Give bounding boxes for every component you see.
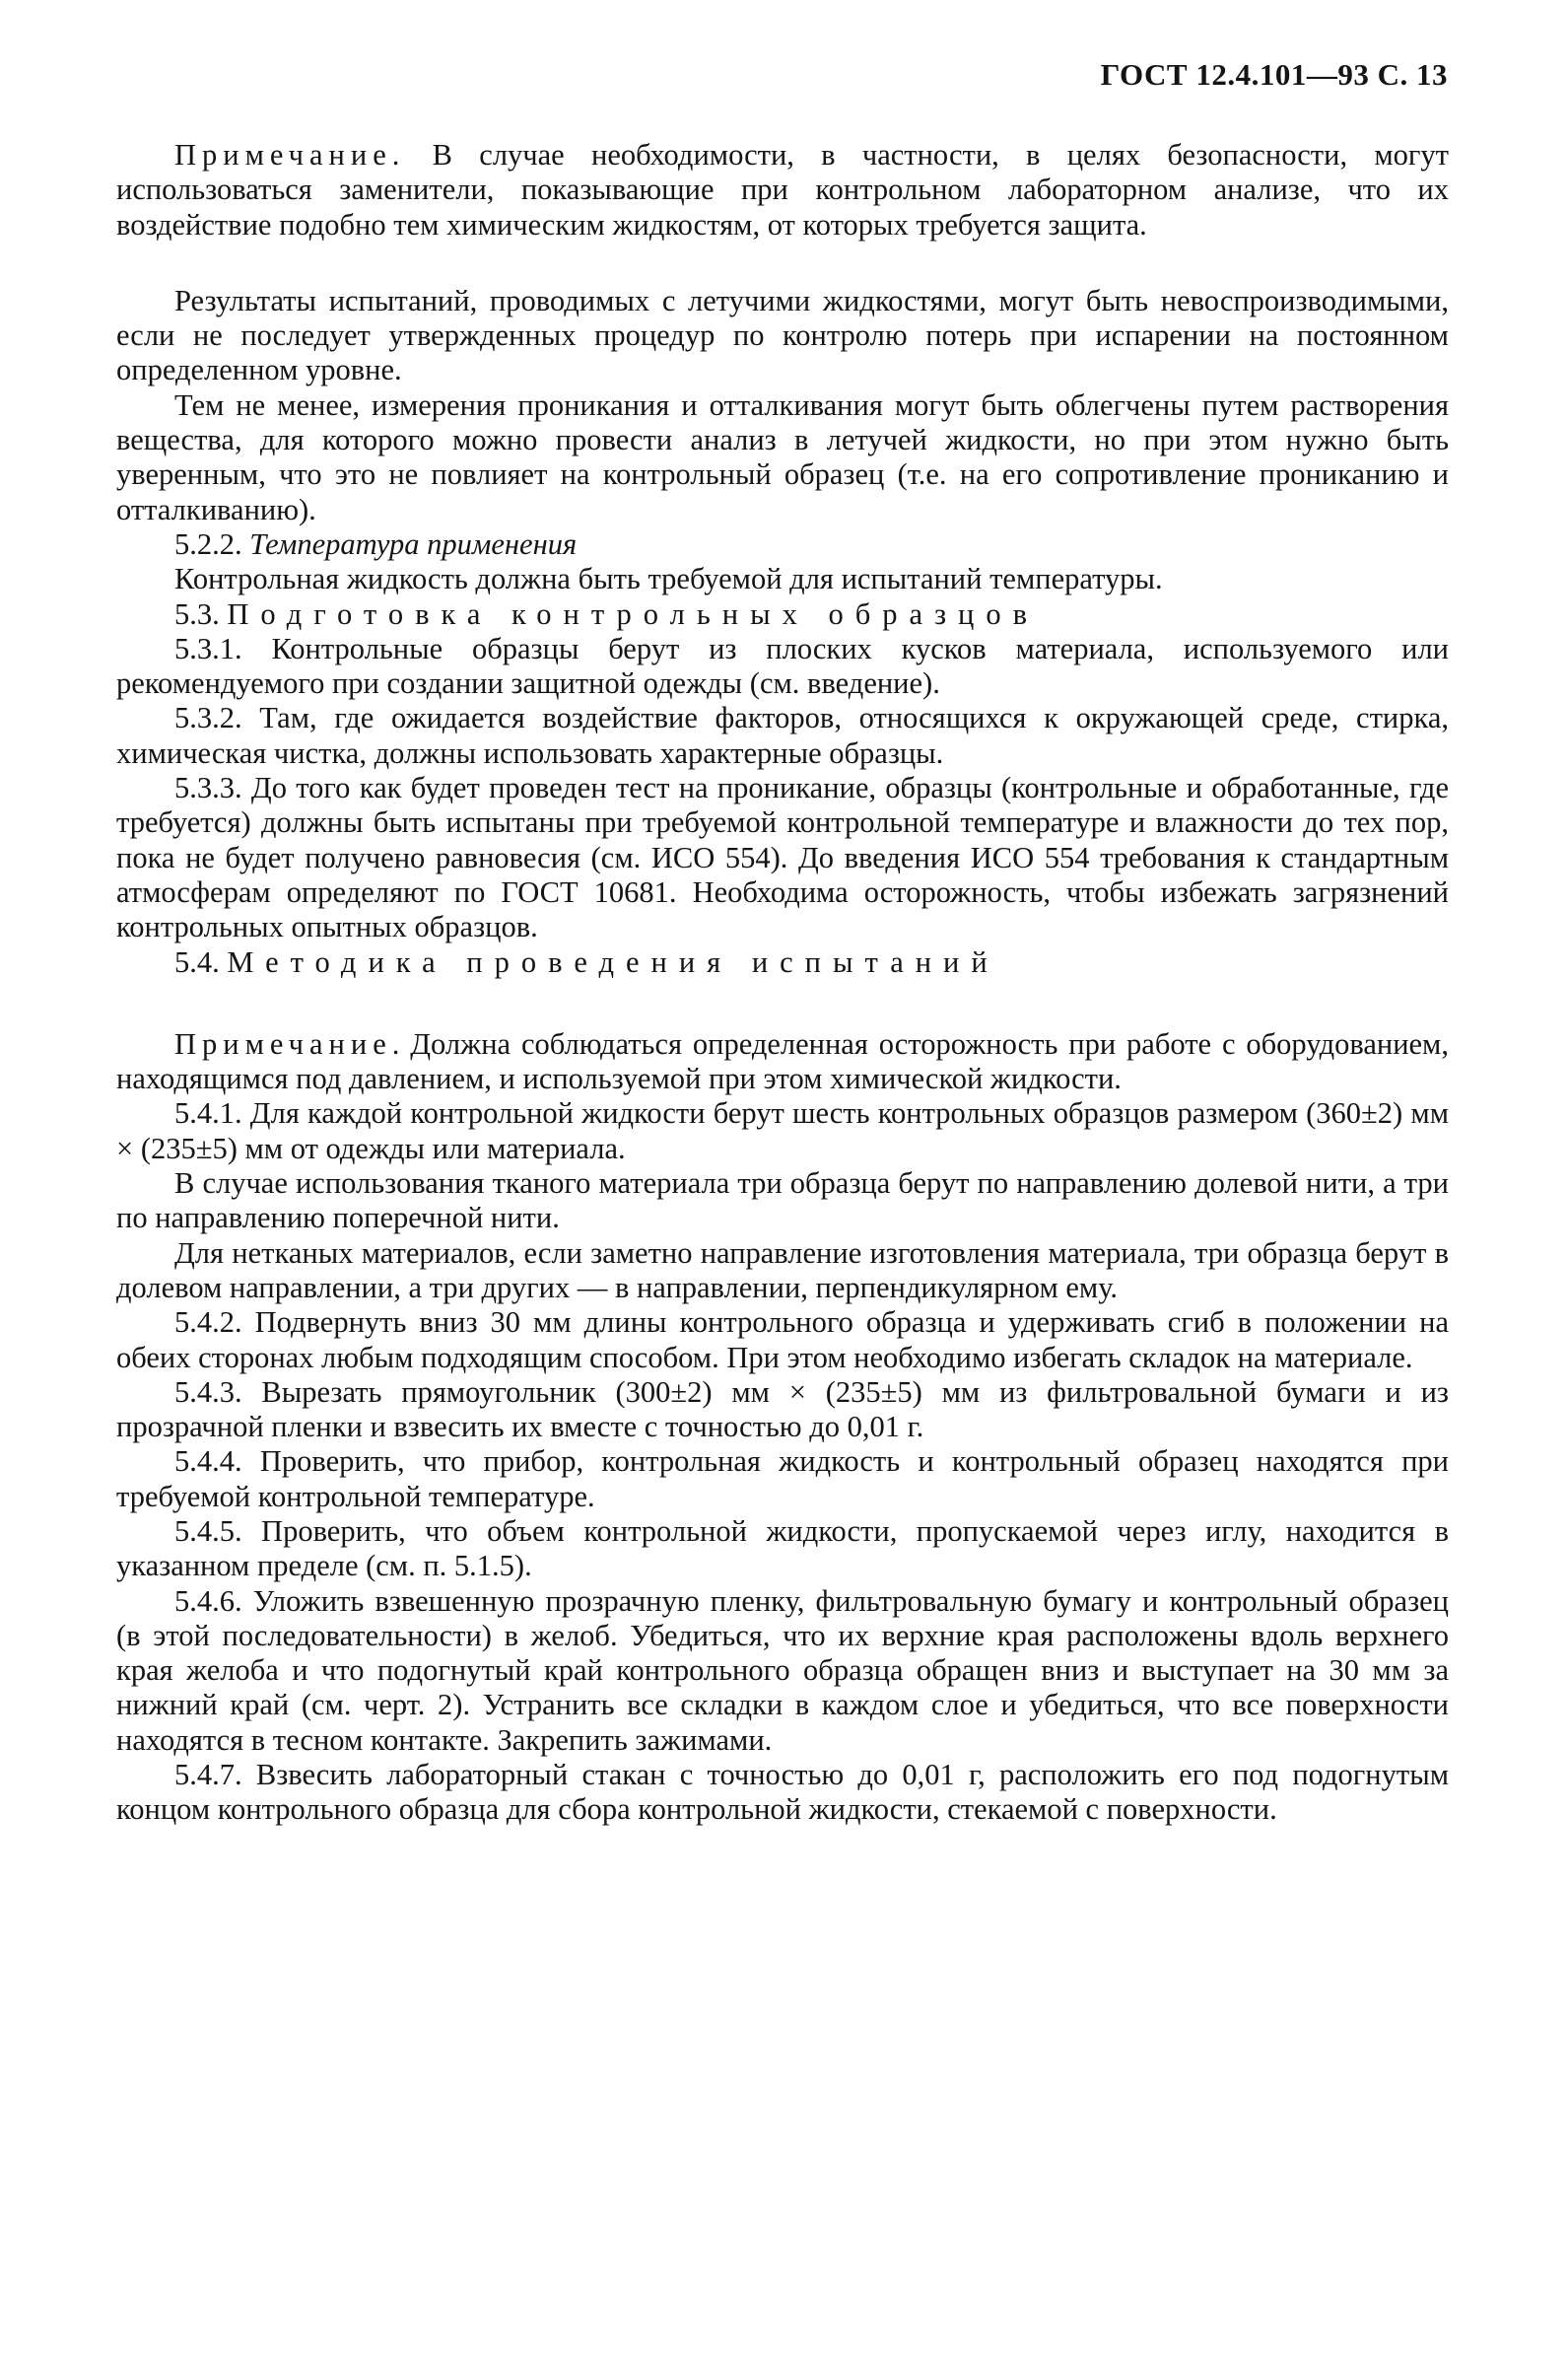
section-5-3-2: 5.3.2. Там, где ожидается воздействие факторов, относящихся к окружающей среде, стирка, химическая чистка, должны использовать характерные образцы. (116, 701, 1449, 770)
section-5-3-1: 5.3.1. Контрольные образцы берут из плоских кусков материала, используемого или рекомендуемого при создании защитной одежды (см. введение). (116, 631, 1449, 701)
section-number: 5.3. (174, 596, 228, 631)
woven-paragraph: В случае использования тканого материала три образца берут по направлению долевой нити, а три по направлению поперечной нити. (116, 1166, 1449, 1235)
section-5-4-7: 5.4.7. Взвесить лабораторный стакан с точностью до 0,01 г, расположить его под подогнутым концом контрольного образца для сбора контрольной жидкости, стекаемой с поверхности. (116, 1758, 1449, 1827)
section-title: Подготовка контрольных образцов (227, 596, 1040, 631)
page-body (116, 138, 1449, 1828)
section-number: 5.2.2. (174, 526, 250, 561)
section-5-4-4: 5.4.4. Проверить, что прибор, контрольная жидкость и контрольный образец находятся при требуемой контрольной температуре. (116, 1444, 1449, 1513)
note-text: . Должна соблюдаться определенная осторожность при работе с оборудованием, находящимся под давлением, и используемой при этом химической жидкости. (116, 1026, 1449, 1096)
note-paragraph (116, 1027, 1449, 1097)
section-5-3-3: 5.3.3. До того как будет проведен тест на проникание, образцы (контрольные и обработанные, где требуется) должны быть испытаны при требуемой контрольной температуре и влажности до тех пор, пока не будет получено равновесия (см. ИСО 554). До введения ИСО 554 требования к стандартным атмосферам определяют по ГОСТ 10681. Необходима осторожность, чтобы избежать загрязнений контрольных опытных образцов. (116, 771, 1449, 944)
section-5-4-1: 5.4.1. Для каждой контрольной жидкости берут шесть контрольных образцов размером (360±2) мм × (235±5) мм от одежды или материала. (116, 1096, 1449, 1165)
section-5-2-2-text: Контрольная жидкость должна быть требуемой для испытаний температуры. (174, 562, 1163, 596)
section-title: Температура применения (249, 526, 578, 561)
page-header (1101, 57, 1448, 93)
page-number: С. 13 (1377, 57, 1448, 92)
section-5-2-2-heading (116, 527, 1449, 562)
section-number: 5.4. (174, 944, 228, 979)
section-5-4-2: 5.4.2. Подвернуть вниз 30 мм длины контрольного образца и удерживать сгиб в положении на обеих сторонах любым подходящим способом. При этом необходимо избегать складок на материале. (116, 1305, 1449, 1374)
results-paragraph: Результаты испытаний, проводимых с летучими жидкостями, могут быть невоспроизводимыми, если не последует утвержденных процедур по контролю потерь при испарении на постоянном определенном уровне. (116, 283, 1449, 387)
note-label: Примечание. (174, 138, 406, 172)
section-5-4-3: 5.4.3. Вырезать прямоугольник (300±2) мм × (235±5) мм из фильтровальной бумаги и из прозрачной пленки и взвесить их вместе с точностью до 0,01 г. (116, 1374, 1449, 1444)
section-5-4-5: 5.4.5. Проверить, что объем контрольной жидкости, пропускаемой через иглу, находится в указанном пределе (см. п. 5.1.5). (116, 1513, 1449, 1583)
section-5-3-heading (116, 597, 1449, 632)
nonwoven-paragraph: Для нетканых материалов, если заметно направление изготовления материала, три образца берут в долевом направлении, а три других — в направлении, перпендикулярном ему. (116, 1235, 1449, 1304)
note-label: Примечание (174, 1026, 392, 1061)
section-title: Методика проведения испытаний (227, 944, 999, 979)
note-paragraph (116, 138, 1449, 243)
nevertheless-paragraph: Тем не менее, измерения проникания и отталкивания могут быть облегчены путем растворения вещества, для которого можно провести анализ в летучей жидкости, но при этом нужно быть уверенным, что это не повлияет на контрольный образец (т.е. на его сопротивление прониканию и отталкиванию). (116, 387, 1449, 526)
section-5-4-6: 5.4.6. Уложить взвешенную прозрачную пленку, фильтровальную бумагу и контрольный образец (в этой последовательности) в желоб. Убедиться, что их верхние края расположены вдоль верхнего края желоба и что подогнутый край контрольного образца обращен вниз и выступает на 30 мм за нижний край (см. черт. 2). Устранить все складки в каждом слое и убедиться, что все поверхности находятся в тесном контакте. Закрепить зажимами. (116, 1583, 1449, 1757)
section-5-4-heading (116, 945, 1449, 980)
standard-number: ГОСТ 12.4.101—93 (1100, 57, 1370, 92)
note-text: В случае необходимости, в частности, в целях безопасности, могут использоваться заменители, показывающие при контрольном лабораторном анализе, что их воздействие подобно тем химическим жидкостям, от которых требуется защита. (116, 138, 1449, 242)
